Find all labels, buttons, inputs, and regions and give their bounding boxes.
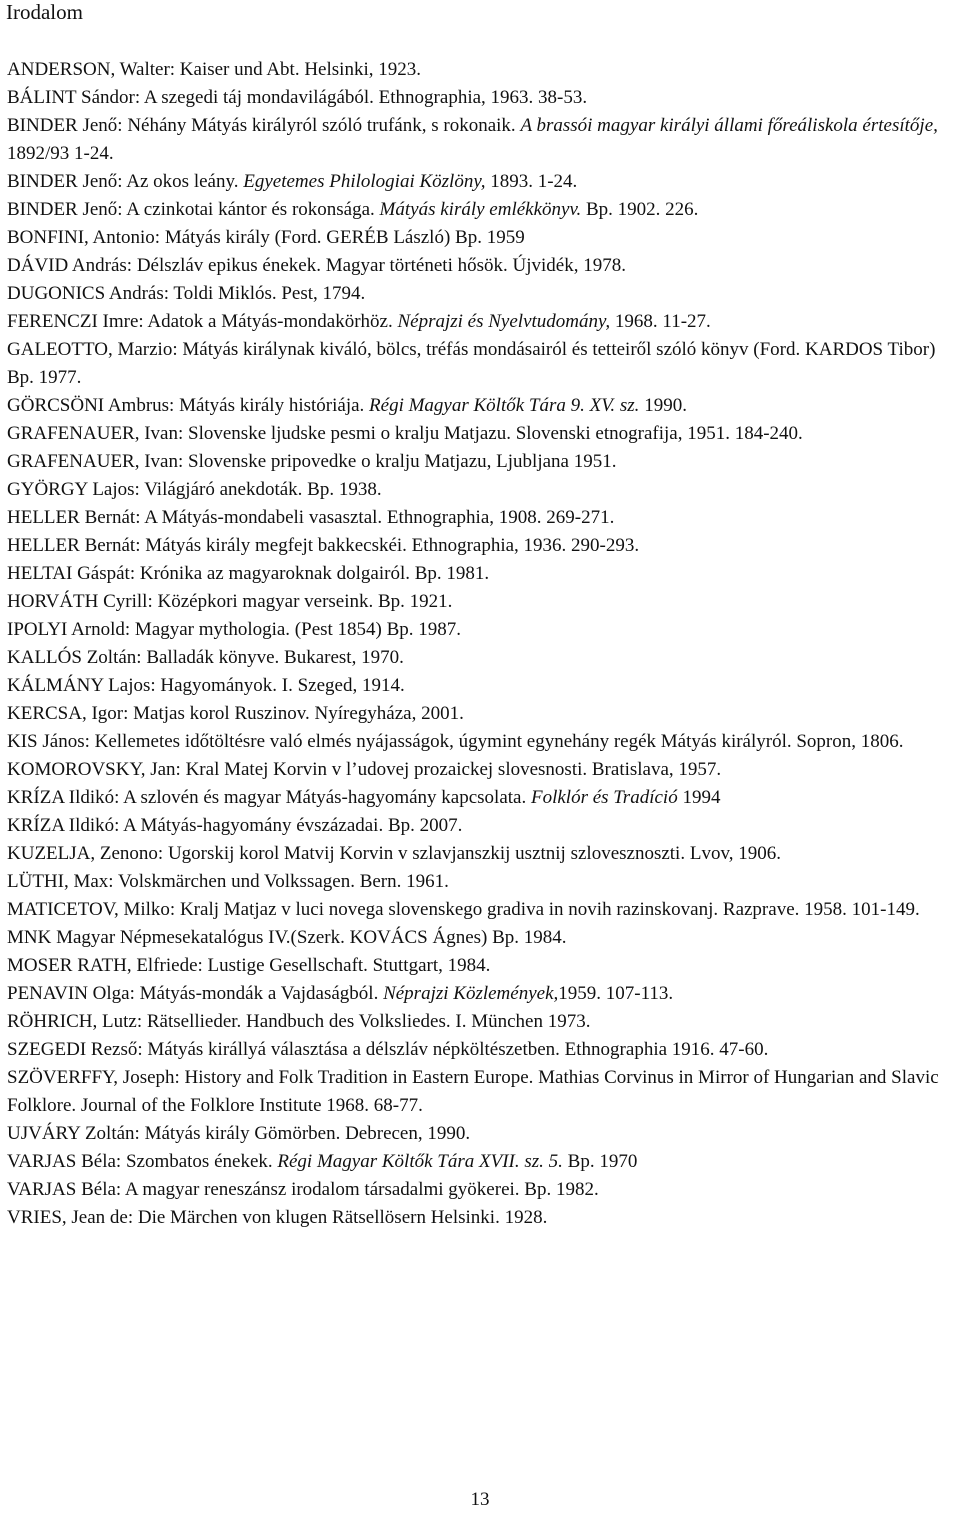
bibliography-entry <box>7 84 957 112</box>
entry-text: HORVÁTH Cyrill: Középkori magyar verseink. Bp. 1921. <box>7 591 453 612</box>
bibliography-list <box>7 56 957 1232</box>
entry-text: BINDER Jenő: Az okos leány. <box>7 171 244 192</box>
entry-title-italic: Egyetemes Philologiai Közlöny, <box>243 171 486 192</box>
bibliography-entry <box>7 812 957 840</box>
entry-text: DUGONICS András: Toldi Miklós. Pest, 1794. <box>7 283 366 304</box>
bibliography-entry <box>7 616 957 644</box>
entry-text: IPOLYI Arnold: Magyar mythologia. (Pest 1854) Bp. 1987. <box>7 619 462 640</box>
entry-text: KIS János: Kellemetes időtöltésre való elmés nyájasságok, úgymint egynehány regék Mátyás királyról. Sopron, 1806. <box>7 731 904 752</box>
entry-text: MOSER RATH, Elfriede: Lustige Gesellschaft. Stuttgart, 1984. <box>7 955 491 976</box>
bibliography-entry <box>7 952 957 980</box>
entry-text: VARJAS Béla: A magyar reneszánsz irodalom társadalmi gyökerei. Bp. 1982. <box>7 1179 599 1200</box>
entry-text: BONFINI, Antonio: Mátyás király (Ford. GERÉB László) Bp. 1959 <box>7 227 525 248</box>
bibliography-entry <box>7 644 957 672</box>
bibliography-entry <box>7 1036 957 1064</box>
entry-text: 1990. <box>639 395 687 416</box>
bibliography-entry <box>7 336 957 392</box>
entry-text: 1968. 11-27. <box>610 311 711 332</box>
bibliography-entry <box>7 280 957 308</box>
entry-text: 1892/93 1-24. <box>7 143 114 164</box>
entry-text: GÖRCSÖNI Ambrus: Mátyás király históriája. <box>7 395 370 416</box>
bibliography-entry <box>7 560 957 588</box>
entry-text: BINDER Jenő: A czinkotai kántor és rokonsága. <box>7 199 380 220</box>
entry-text: VRIES, Jean de: Die Märchen von klugen Rätsellösern Helsinki. 1928. <box>7 1207 548 1228</box>
entry-text: UJVÁRY Zoltán: Mátyás király Gömörben. Debrecen, 1990. <box>7 1123 471 1144</box>
entry-text: KALLÓS Zoltán: Balladák könyve. Bukarest, 1970. <box>7 647 404 668</box>
entry-text: GYÖRGY Lajos: Világjáró anekdoták. Bp. 1938. <box>7 479 382 500</box>
entry-text: SZÖVERFFY, Joseph: History and Folk Tradition in Eastern Europe. Mathias Corvinus in Mirror of Hungarian and Slavic Folklore. Journal of the Folklore Institute 1968. 68-77. <box>7 1067 939 1116</box>
page-number: 13 <box>470 1489 490 1510</box>
bibliography-entry <box>7 672 957 700</box>
entry-text: HELLER Bernát: A Mátyás-mondabeli vasasztal. Ethnographia, 1908. 269-271. <box>7 507 615 528</box>
entry-text: FERENCZI Imre: Adatok a Mátyás-mondakörhöz. <box>7 311 398 332</box>
bibliography-entry <box>7 392 957 420</box>
bibliography-entry <box>7 1204 957 1232</box>
bibliography-entry <box>7 196 957 224</box>
bibliography-entry <box>7 896 957 924</box>
bibliography-entry <box>7 700 957 728</box>
entry-text: Bp. 1902. 226. <box>581 199 699 220</box>
entry-text: BÁLINT Sándor: A szegedi táj mondavilágából. Ethnographia, 1963. 38-53. <box>7 87 588 108</box>
bibliography-entry <box>7 504 957 532</box>
bibliography-entry <box>7 784 957 812</box>
bibliography-entry <box>7 476 957 504</box>
entry-text: LÜTHI, Max: Volskmärchen und Volkssagen. Bern. 1961. <box>7 871 449 892</box>
entry-text: MATICETOV, Milko: Kralj Matjaz v luci novega slovenskego gradiva in novih razinskovanj. Razprave. 1958. 101-149. <box>7 899 920 920</box>
bibliography-entry <box>7 588 957 616</box>
entry-text: KRÍZA Ildikó: A Mátyás-hagyomány évszázadai. Bp. 2007. <box>7 815 463 836</box>
bibliography-entry <box>7 448 957 476</box>
bibliography-entry <box>7 56 957 84</box>
entry-text: GALEOTTO, Marzio: Mátyás királynak kiváló, bölcs, tréfás mondásairól és tetteiről szóló könyv (Ford. KARDOS Tibor) Bp. 1977. <box>7 339 936 388</box>
entry-text: RÖHRICH, Lutz: Rätsellieder. Handbuch des Volksliedes. I. München 1973. <box>7 1011 591 1032</box>
entry-title-italic: Folklór és Tradíció <box>530 787 678 808</box>
entry-text: BINDER Jenő: Néhány Mátyás királyról szóló trufánk, s rokonaik. <box>7 115 521 136</box>
entry-text: MNK Magyar Népmesekatalógus IV.(Szerk. KOVÁCS Ágnes) Bp. 1984. <box>7 927 567 948</box>
bibliography-entry <box>7 1148 957 1176</box>
entry-text: HELLER Bernát: Mátyás király megfejt bakkecskéi. Ethnographia, 1936. 290-293. <box>7 535 640 556</box>
bibliography-entry <box>7 168 957 196</box>
entry-text: VARJAS Béla: Szombatos énekek. <box>7 1151 278 1172</box>
bibliography-entry <box>7 840 957 868</box>
entry-text: HELTAI Gáspát: Krónika az magyaroknak dolgairól. Bp. 1981. <box>7 563 490 584</box>
bibliography-entry <box>7 728 957 756</box>
bibliography-entry <box>7 224 957 252</box>
entry-text: KUZELJA, Zenono: Ugorskij korol Matvij Korvin v szlavjanszkij usztnij szlovesznoszti. Lvov, 1906. <box>7 843 781 864</box>
bibliography-entry <box>7 924 957 952</box>
bibliography-entry <box>7 980 957 1008</box>
bibliography-entry <box>7 1008 957 1036</box>
entry-title-italic: Régi Magyar Költők Tára XVII. sz. 5. <box>277 1151 563 1172</box>
bibliography-entry <box>7 1064 957 1120</box>
bibliography-entry <box>7 308 957 336</box>
entry-text: GRAFENAUER, Ivan: Slovenske ljudske pesmi o kralju Matjazu. Slovenski etnografija, 1951. 184-240. <box>7 423 803 444</box>
bibliography-entry <box>7 112 957 168</box>
entry-text: PENAVIN Olga: Mátyás-mondák a Vajdaságból. <box>7 983 384 1004</box>
entry-text: Bp. 1970 <box>562 1151 638 1172</box>
entry-text: GRAFENAUER, Ivan: Slovenske pripovedke o kralju Matjazu, Ljubljana 1951. <box>7 451 617 472</box>
entry-text: KÁLMÁNY Lajos: Hagyományok. I. Szeged, 1914. <box>7 675 405 696</box>
entry-text: ANDERSON, Walter: Kaiser und Abt. Helsinki, 1923. <box>7 59 421 80</box>
bibliography-entry <box>7 420 957 448</box>
entry-text: KOMOROVSKY, Jan: Kral Matej Korvin v l’udovej prozaickej slovesnosti. Bratislava, 1957. <box>7 759 722 780</box>
bibliography-entry <box>7 868 957 896</box>
entry-title-italic: A brassói magyar királyi állami főreáliskola értesítője, <box>520 115 938 136</box>
entry-text: KRÍZA Ildikó: A szlovén és magyar Mátyás-hagyomány kapcsolata. <box>7 787 531 808</box>
entry-text: KERCSA, Igor: Matjas korol Ruszinov. Nyíregyháza, 2001. <box>7 703 464 724</box>
entry-text: DÁVID András: Délszláv epikus énekek. Magyar történeti hősök. Újvidék, 1978. <box>7 255 626 276</box>
entry-text: SZEGEDI Rezső: Mátyás királlyá választása a délszláv népköltészetben. Ethnographia 1916. 47-60. <box>7 1039 769 1060</box>
bibliography-entry <box>7 252 957 280</box>
section-heading: Irodalom <box>6 0 83 24</box>
entry-title-italic: Néprajzi és Nyelvtudomány, <box>397 311 611 332</box>
entry-title-italic: Régi Magyar Költők Tára 9. XV. sz. <box>369 395 640 416</box>
bibliography-entry <box>7 532 957 560</box>
bibliography-entry <box>7 1176 957 1204</box>
entry-title-italic: Néprajzi Közlemények, <box>383 983 559 1004</box>
bibliography-entry <box>7 756 957 784</box>
bibliography-entry <box>7 1120 957 1148</box>
entry-text: 1994 <box>677 787 721 808</box>
entry-title-italic: Mátyás király emlékkönyv. <box>379 199 582 220</box>
entry-text: 1893. 1-24. <box>485 171 578 192</box>
entry-text: 1959. 107-113. <box>558 983 674 1004</box>
